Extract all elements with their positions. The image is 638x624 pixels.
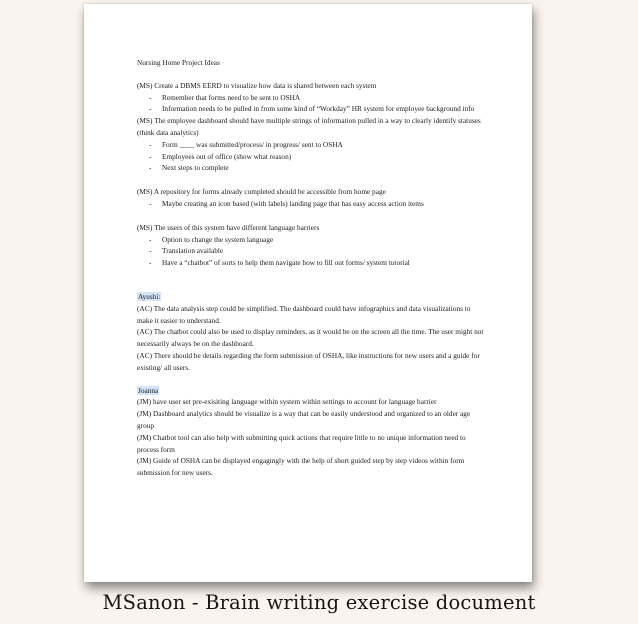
document-page — [84, 4, 532, 582]
ms-item-4-bullets — [137, 234, 487, 269]
ayushi-heading: Ayushi: — [138, 291, 161, 301]
ayushi-item-2: (AC) The chatbot could also be used to display reminders, as it would be on the screen all the time. The user might not necessarily always be on the dashboard. — [137, 327, 484, 349]
ms-item-3-bullets — [137, 198, 487, 210]
list-item: - Information needs to be pulled in from some kind of “Workday” HR system for employee background info — [149, 103, 487, 115]
ayushi-section — [137, 291, 487, 303]
document-content — [137, 57, 487, 479]
joanna-item-2: (JM) Dashboard analytics should be visualize is a way that can be easily understood and organized to an older age group — [137, 409, 471, 430]
joanna-item-1: (JM) have user set pre-exisiting language within system within settings to account for language barrier — [137, 397, 437, 407]
figure-caption: MSanon - Brain writing exercise document — [102, 591, 536, 614]
list-item: - Form ____ was submitted/process/ in progress/ sent to OSHA — [149, 139, 487, 151]
ms-item-2: (MS) The employee dashboard should have multiple strings of information pulled in a way to clearly identify statuses (think data analytics) — [137, 116, 481, 137]
list-item: - Option to change the system language — [149, 234, 487, 246]
joanna-item-4: (JM) Guide of OSHA can be displayed engagingly with the help of short guided step by step videos within form submission for new users. — [137, 456, 465, 478]
ms-item-4: (MS) The users of this system have different language barriers — [137, 222, 320, 232]
ms-item-2-bullets — [137, 139, 487, 174]
list-item: - Translation available — [149, 245, 487, 257]
document-title: Nursing Home Project Ideas — [137, 58, 220, 67]
ms-item-3: (MS) A repository for forms already completed should be accessible from home page — [137, 187, 386, 197]
ms-item-1-bullets — [137, 92, 487, 116]
ms-item-1: (MS) Create a DBMS EERD to visualize how data is shared between each system — [137, 80, 377, 90]
joanna-heading: Joanna — [138, 385, 159, 395]
ayushi-item-3: (AC) There should be details regarding the form submission of OSHA, like instructions for new users and a guide for existing/ all users. — [137, 350, 480, 372]
list-item: - Employees out of office (show what reason) — [149, 151, 487, 163]
list-item: - Have a “chatbot” of sorts to help them navigate how to fill out forms/ system tutorial — [149, 257, 487, 269]
ayushi-item-1: (AC) The data analysis step could be simplified. The dashboard could have infographics and data visualizations to make it easier to understand. — [137, 303, 471, 325]
list-item: - Remember that forms need to be sent to OSHA — [149, 92, 487, 104]
joanna-item-3: (JM) Chatbot tool can also help with submitting quick actions that require little to no unique information need to process form — [137, 432, 466, 454]
list-item: - Maybe creating an icon based (with labels) landing page that has easy access action items — [149, 198, 487, 210]
list-item: - Next steps to complete — [149, 162, 487, 174]
joanna-section — [137, 385, 487, 397]
